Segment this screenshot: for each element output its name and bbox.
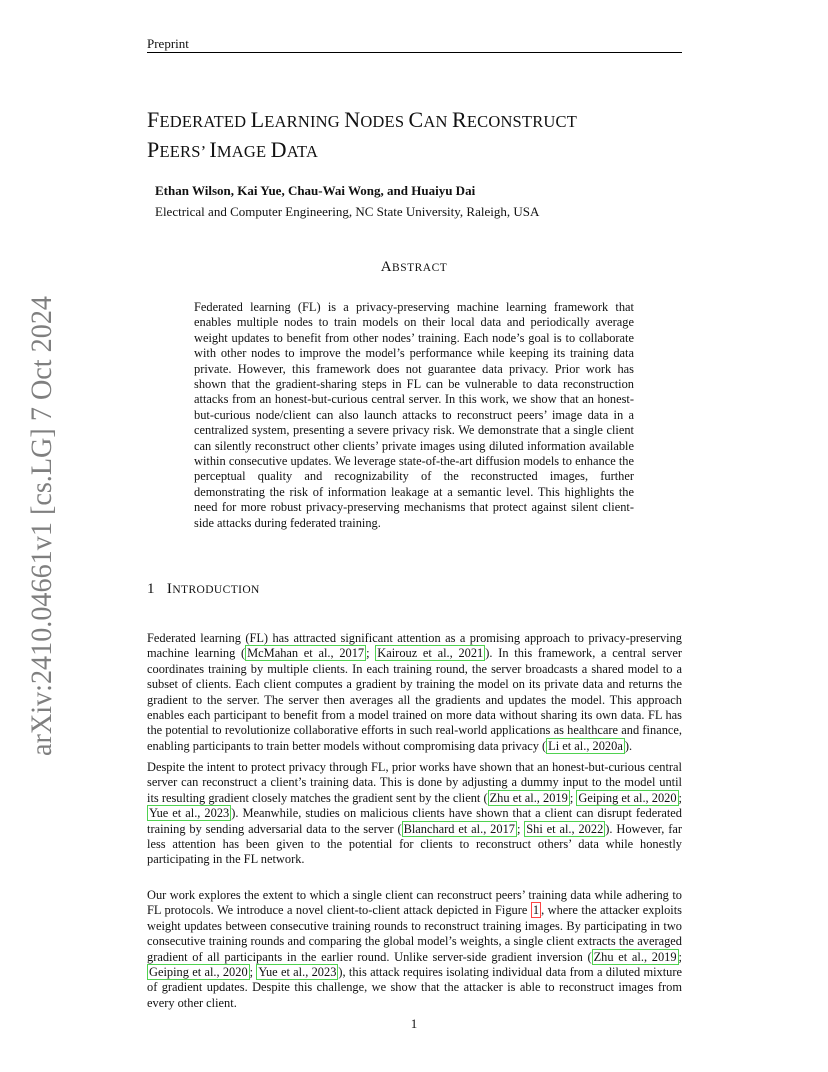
title-word-cap: R	[451, 107, 467, 132]
title-word-cap: D	[270, 137, 287, 162]
paragraph-text: ;	[678, 949, 682, 964]
citation-link[interactable]: Yue et al., 2023	[149, 806, 230, 821]
arxiv-identifier: arXiv:2410.04661v1 [cs.LG] 7 Oct 2024	[25, 296, 58, 756]
title-word-cap: P	[147, 137, 160, 162]
title-word-rest: ODES	[360, 112, 409, 131]
title-word-cap: I	[209, 137, 217, 162]
citation-link[interactable]: Geiping et al., 2020	[578, 790, 677, 805]
paragraph-text: ). Meanwhile, studies on malicious clients have shown that a client can disrupt federated training by sending adversarial data to the server (	[147, 806, 682, 836]
abstract-heading-cap: A	[380, 259, 393, 275]
paragraph-text: Despite the intent to protect privacy through FL, prior works have shown that an honest-but-curious central server can reconstruct a client’s training data. This is done by adjusting a dummy input to the model until its resulting gradient closely matches the gradient sent by the client (	[147, 760, 682, 805]
paragraph-text: ;	[249, 965, 257, 980]
paragraph-text: ).	[624, 738, 633, 753]
intro-paragraph-3	[147, 888, 682, 1011]
title-word-rest: EERS’	[159, 142, 210, 161]
authors: Ethan Wilson, Kai Yue, Chau-Wai Wong, and Huaiyu Dai	[155, 183, 476, 198]
abstract-heading	[0, 259, 828, 276]
citation-link[interactable]: Shi et al., 2022	[526, 821, 604, 836]
citation-link[interactable]: Blanchard et al., 2017	[403, 821, 515, 836]
title-word-cap: L	[250, 107, 265, 132]
arxiv-sidebar	[15, 296, 65, 756]
title-line-1	[147, 106, 707, 136]
citation-link[interactable]: Kairouz et al., 2021	[377, 646, 484, 661]
title-word-cap: N	[344, 107, 361, 132]
paragraph-text: Our work explores the extent to which a single client can reconstruct peers’ training data while adhering to FL protocols. We introduce a novel client-to-client attack depicted in Figure	[147, 888, 682, 918]
header-rule	[147, 52, 682, 53]
title-line-2	[147, 136, 707, 166]
paper-title	[147, 106, 707, 166]
paragraph-text: ). In this framework, a central server coordinates training by multiple clients. In each training round, the server broadcasts a shared model to a subset of clients. Each client computes a gradient by training the model on its private data and returns the gradient to the server. The server then averages all the gradients and updates the model. This approach enables each participant to benefit from a model trained on more data without sharing its own data. FL has the potential to revolutionize collaborative efforts in such real-world applications as healthcare and finance, enabling participants to train better models without compromising data privacy (	[147, 646, 682, 753]
affiliation: Electrical and Computer Engineering, NC State University, Raleigh, USA	[155, 204, 540, 219]
paragraph-text: , where the attacker exploits weight updates between consecutive training rounds to reconstruct training images. By participating in two consecutive training rounds and comparing the global model’s weights, a single client extracts the averaged gradient of all participants in the earlier round. Unlike server-side gradient inversion (	[147, 903, 682, 964]
citation-link[interactable]: McMahan et al., 2017	[247, 646, 365, 661]
page-number: 1	[410, 1016, 418, 1031]
abstract-body: Federated learning (FL) is a privacy-preserving machine learning framework that enables multiple nodes to train models on their local data and periodically average weight updates to benefit from other nodes’ training. Each node’s goal is to collaborate with other nodes to improve the model’s performance while keeping its training data private. However, this framework does not guarantee data privacy. Prior work has shown that the gradient-sharing steps in FL can be vulnerable to data reconstruction attacks from an honest-but-curious central server. In this work, we show that an honest-but-curious node/client can also launch attacks to reconstruct peers’ image data in a centralized system, presenting a severe privacy risk. We demonstrate that a single client can silently reconstruct other clients’ private images using diluted information available within consecutive updates. We leverage state-of-the-art diffusion models to enhance the perceptual quality and recognizability of the reconstructed images, further demonstrating the risk of information leakage at a semantic level. This highlights the need for more robust privacy-preserving mechanisms that protect against silent client-side attacks during federated training.	[194, 300, 634, 530]
citation-link[interactable]: Li et al., 2020a	[548, 738, 623, 753]
paragraph-text: ;	[678, 790, 682, 805]
intro-paragraph-2	[147, 760, 682, 868]
title-word-rest: AN	[423, 112, 452, 131]
citation-link[interactable]: Geiping et al., 2020	[149, 965, 248, 980]
paragraph-text: Federated learning (FL) has attracted significant attention as a promising approach to privacy-preserving machine learning (	[147, 631, 682, 661]
citation-link[interactable]: Yue et al., 2023	[258, 965, 337, 980]
title-word-rest: ATA	[286, 142, 319, 161]
title-word-cap: F	[147, 107, 160, 132]
section-title-cap: I	[166, 581, 173, 597]
citation-link[interactable]: Zhu et al., 2019	[593, 949, 677, 964]
section-number: 1	[147, 581, 155, 597]
paragraph-text: ). However, far less attention has been given to the potential for clients to reconstruct others’ data while honestly participating in the FL network.	[147, 821, 683, 867]
citation-link[interactable]: Zhu et al., 2019	[489, 790, 568, 805]
figure-ref-link[interactable]: 1	[532, 903, 540, 918]
abstract-heading-rest: BSTRACT	[392, 262, 448, 274]
paragraph-text: ), this attack requires isolating individual data from a diluted mixture of gradient updates. Despite this challenge, we show that the attacker is able to reconstruct images from every other client.	[147, 965, 682, 1010]
section-title-rest: NTRODUCTION	[172, 584, 260, 596]
running-header: Preprint	[147, 36, 189, 51]
paragraph-text: ;	[516, 821, 525, 836]
title-word-cap: C	[408, 107, 424, 132]
title-word-rest: EDERATED	[159, 112, 251, 131]
title-word-rest: ECONSTRUCT	[466, 112, 578, 131]
paragraph-text: ;	[366, 646, 376, 661]
intro-paragraph-1	[147, 631, 682, 754]
title-word-rest: MAGE	[216, 142, 271, 161]
section-heading-introduction	[147, 581, 260, 598]
title-word-rest: EARNING	[264, 112, 345, 131]
paragraph-text: ;	[569, 790, 577, 805]
